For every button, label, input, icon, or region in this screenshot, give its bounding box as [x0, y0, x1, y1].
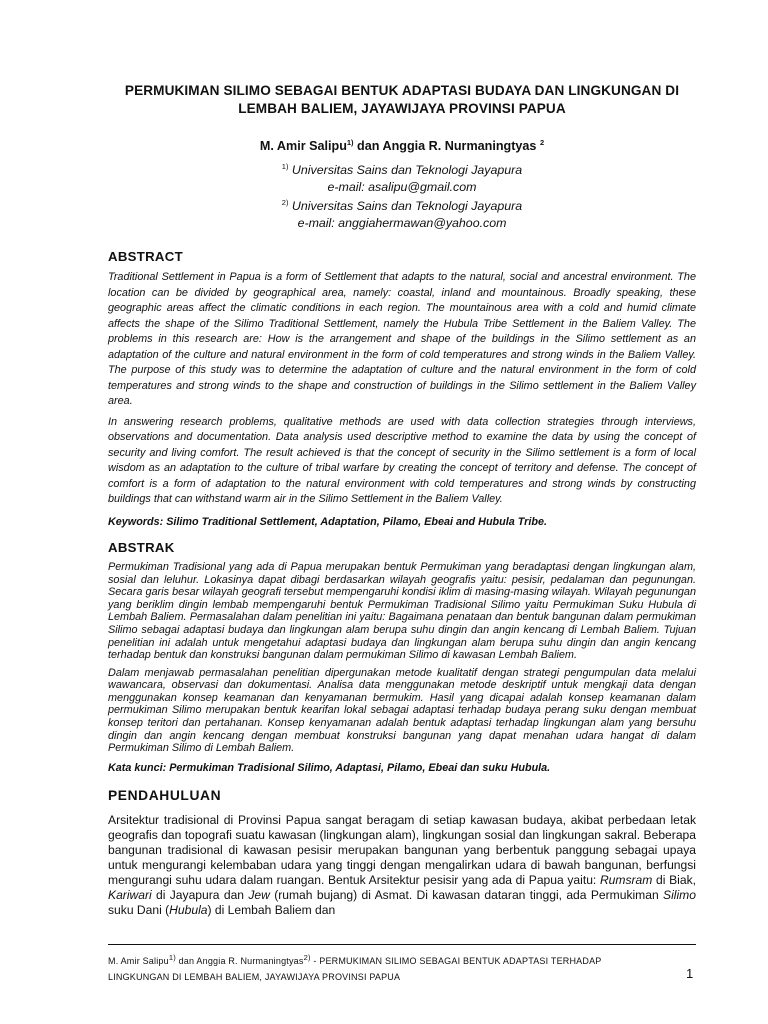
email-2 — [108, 215, 696, 232]
body-text: Arsitektur tradisional di Provinsi Papua sangat beragam di setiap kawasan budaya, akibat perbedaan letak geografis dan topografi suatu kawasan (lingkungan alam), lingkungan sosial dan lingkungan sakral. Beberapa bangunan tradisional di kawasan pesisir merupakan bangunan yang berbentuk panggung sebagai upaya untuk mengurangi kelembaban udara yang tinggi dengan mengalirkan udara di bawah bangunan, berfungsi mengurangi suhu udara dalam ruangan. Bentuk Arsitektur pesisir yang ada di Papua yaitu: — [108, 812, 696, 888]
email-2-text: e-mail: anggiahermawan@yahoo.com — [297, 215, 507, 230]
title-line-1: PERMUKIMAN SILIMO SEBAGAI BENTUK ADAPTASI BUDAYA DAN LINGKUNGAN DI — [124, 83, 680, 98]
author-2: dan Anggia R. Nurmaningtyas — [353, 139, 540, 154]
term-jew: Jew — [248, 888, 270, 903]
body-text: di Biak, — [652, 873, 696, 888]
affiliation-1-text: Universitas Sains dan Teknologi Jayapura — [288, 163, 523, 178]
paper-title — [108, 82, 696, 118]
title-line-2: LEMBAH BALIEM, JAYAWIJAYA PROVINSI PAPUA — [238, 101, 566, 116]
affiliations — [108, 159, 696, 231]
body-text: (rumah bujang) di Asmat. Di kawasan dataran tinggi, ada Permukiman — [269, 888, 664, 903]
footer-divider — [108, 944, 696, 945]
affiliation-1 — [108, 159, 696, 179]
author-1-affil-mark: 1) — [346, 138, 354, 147]
keywords: Keywords: Silimo Traditional Settlement, Adaptation, Pilamo, Ebeai and Hubula Tribe. — [108, 515, 547, 528]
kata-kunci: Kata kunci: Permukiman Tradisional Silimo, Adaptasi, Pilamo, Ebeai dan suku Hubula. — [108, 761, 551, 774]
author-1: M. Amir Salipu — [259, 139, 347, 154]
affiliation-2-text: Universitas Sains dan Teknologi Jayapura — [288, 199, 523, 214]
term-rumsram: Rumsram — [599, 873, 653, 888]
term-silimo: Silimo — [663, 888, 696, 903]
author-line — [108, 138, 696, 153]
body-text: suku Dani ( — [108, 903, 170, 918]
pendahuluan-heading: PENDAHULUAN — [108, 787, 222, 803]
footer-line-2: LINGKUNGAN DI LEMBAH BALIEM, JAYAWIJAYA PROVINSI PAPUA — [108, 972, 401, 982]
affiliation-2-mark: 2) — [281, 198, 289, 208]
footer-author-1: M. Amir Salipu — [108, 956, 169, 966]
running-footer — [108, 950, 668, 985]
paper-content — [108, 82, 696, 919]
abstrak-heading: ABSTRAK — [108, 539, 175, 555]
abstrak-paragraph-2: Dalam menjawab permasalahan penelitian dipergunakan metode kualitatif dengan strategi pengumpulan data melalui wawancara, observasi dan dokumentasi. Analisa data menggunakan metode deskriptif untuk mengkaji data dengan menggunakan konsep keamanan dan kenyamanan bermukim. Hasil yang dicapai adalah konsep keamanan dalam permukiman Silimo merupakan bentuk kearifan lokal sebagai adaptasi terhadap budaya perang suku dengan membuat konsep teritori dan pertahanan. Konsep kenyamanan adalah bentuk adaptasi terhadap lingkungan alam yang bersuhu dingin dan angin kencang dengan membuat konstruksi bangunan yang dapat menahan udara hangat di dalam Permukiman Silimo di Lembah Baliem. — [108, 666, 696, 755]
abstract-paragraph-1: Traditional Settlement in Papua is a form of Settlement that adapts to the natural, social and ancestral environment. The location can be divided by geographical area, namely: coastal, inland and mountainous. Broadly speaking, these geographic areas affect the climatic conditions in each region. The mountainous area with a cold and humid climate affects the shape of the Silimo Traditional Settlement, namely the Hubula Tribe Settlement in the Baliem Valley. The problems in this research are: How is the arrangement and shape of the buildings in the Silimo settlement as an adaptation of the culture and natural environment in the form of cold temperatures and strong winds in the Baliem Valley. The purpose of this study was to determine the adaptation of culture and the natural environment in the form of cold temperatures and strong winds to the shape and construction of buildings in the Silimo settlement in the Baliem Valley area. — [108, 271, 696, 408]
email-1-text: e-mail: asalipu@gmail.com — [327, 179, 477, 194]
abstrak-paragraph-1: Permukiman Tradisional yang ada di Papua merupakan bentuk Permukiman yang beradaptasi dengan lingkungan alam, sosial dan leluhur. Lokasinya dapat dibagi berdasarkan wilayah geografis yaitu: pesisir, pedalaman dan pegunungan. Secara garis besar wilayah geografi tersebut mempengaruhi kondisi iklim di masing-masing wilayah. Wilayah pegunungan yang beriklim dingin lembab mempengaruhi bentuk Permukiman Tradisional Silimo yaitu Permukiman Suku Hubula di Lembah Baliem. Permasalahan dalam penelitian ini yaitu: Bagaimana penataan dan bentuk bangunan dalam permukiman Silimo sebagai adaptasi budaya dan lingkungan alam berupa suhu dingin dan angin kencang di Lembah Baliem. Tujuan penelitian ini adalah untuk mengetahui adaptasi budaya dan lingkungan alam berupa suhu dingin dan angin kencang terhadap bentuk dan konstruksi bangunan dalam permukiman Silimo di kawasan Lembah Baliem. — [108, 560, 696, 662]
abstract-heading: ABSTRACT — [108, 249, 183, 265]
email-1 — [108, 179, 696, 196]
footer-mark-1: 1) — [168, 953, 176, 962]
footer-mark-2: 2) — [303, 953, 311, 962]
footer-author-2: dan Anggia R. Nurmaningtyas — [175, 956, 304, 966]
term-kariwari: Kariwari — [108, 888, 152, 903]
body-text: ) di Lembah Baliem dan — [207, 903, 336, 918]
footer-title-part-1: - PERMUKIMAN SILIMO SEBAGAI BENTUK ADAPTASI TERHADAP — [310, 956, 602, 966]
term-hubula: Hubula — [169, 903, 208, 918]
affiliation-1-mark: 1) — [281, 162, 289, 172]
affiliation-2 — [108, 195, 696, 215]
body-text: di Jayapura dan — [151, 888, 249, 903]
abstract-paragraph-2: In answering research problems, qualitative methods are used with data collection strategies through interviews, observations and documentation. Data analysis used descriptive method to examine the data by using the concept of security and living comfort. The result achieved is that the concept of security in the Silimo settlement is a form of local wisdom as an adaptation to the culture of tribal warfare by creating the concept of territory and defense. The concept of comfort is a form of adaptation to the natural environment with cold temperatures and strong winds by constructing buildings that can withstand warm air in the Silimo Settlement in the Baliem Valley. — [108, 415, 696, 506]
footer-line-1 — [108, 950, 668, 969]
pendahuluan-paragraph — [108, 813, 696, 919]
author-2-affil-mark: 2 — [539, 138, 545, 147]
page-number: 1 — [686, 966, 694, 981]
